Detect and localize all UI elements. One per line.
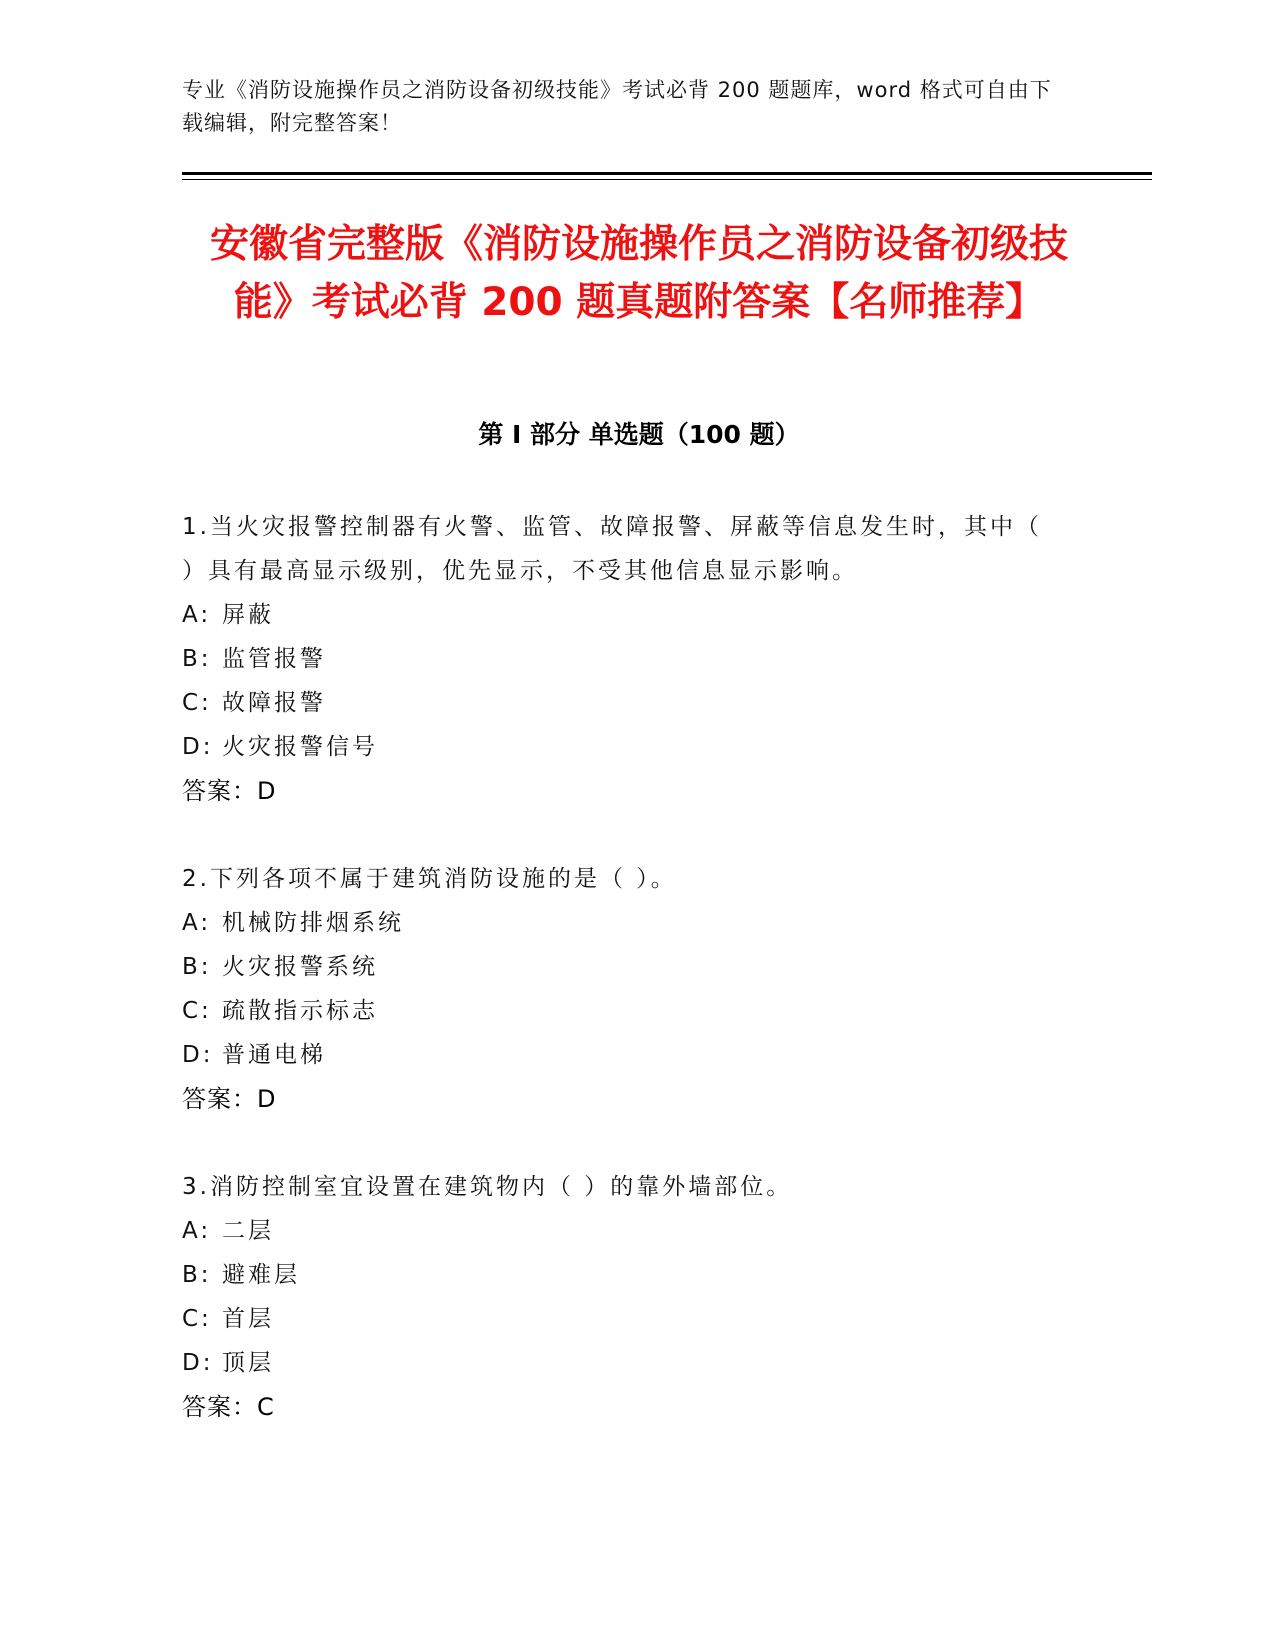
option-c: [182, 989, 1062, 1033]
option-key: C:: [182, 1306, 212, 1332]
header-divider-thin: [182, 179, 1152, 180]
option-text: 屏蔽: [222, 602, 274, 628]
question-stem: 2.下列各项不属于建筑消防设施的是（ ）。: [182, 866, 677, 892]
option-key: D:: [182, 1350, 214, 1376]
question-list: [182, 505, 1062, 1473]
answer-line: 答案：D: [182, 777, 277, 805]
option-key: D:: [182, 734, 214, 760]
option-key: C:: [182, 690, 212, 716]
option-b: [182, 1253, 1062, 1297]
option-a: [182, 1209, 1062, 1253]
option-key: A:: [182, 910, 212, 936]
option-text: 首层: [222, 1306, 274, 1332]
option-a: [182, 901, 1062, 945]
section-heading: 第 I 部分 单选题（100 题）: [478, 420, 800, 449]
option-b: [182, 945, 1062, 989]
option-text: 监管报警: [222, 646, 326, 672]
option-c: [182, 1297, 1062, 1341]
header-divider-thick: [182, 172, 1152, 175]
question-3: [182, 1165, 1062, 1429]
document-title: 安徽省完整版《消防设施操作员之消防设备初级技能》考试必背 200 题真题附答案【名师推荐】: [209, 222, 1068, 325]
question-stem: 3.消防控制室宜设置在建筑物内（ ）的靠外墙部位。: [182, 1174, 793, 1200]
option-key: C:: [182, 998, 212, 1024]
answer-line: 答案：D: [182, 1085, 277, 1113]
option-text: 普通电梯: [222, 1042, 326, 1068]
option-text: 火灾报警系统: [222, 954, 378, 980]
header-note: 专业《消防设施操作员之消防设备初级技能》考试必背 200 题题库，word 格式可自由下载编辑，附完整答案！: [182, 78, 1052, 135]
option-d: [182, 1033, 1062, 1077]
option-text: 二层: [222, 1218, 274, 1244]
option-key: B:: [182, 954, 212, 980]
option-a: [182, 593, 1062, 637]
option-text: 顶层: [222, 1350, 274, 1376]
question-2: [182, 857, 1062, 1121]
option-text: 疏散指示标志: [222, 998, 378, 1024]
option-key: D:: [182, 1042, 214, 1068]
option-b: [182, 637, 1062, 681]
option-key: A:: [182, 1218, 212, 1244]
option-d: [182, 1341, 1062, 1385]
question-1: [182, 505, 1062, 813]
option-text: 火灾报警信号: [222, 734, 378, 760]
option-text: 机械防排烟系统: [222, 910, 404, 936]
question-stem: 1.当火灾报警控制器有火警、监管、故障报警、屏蔽等信息发生时，其中（ ）具有最高显示级别，优先显示，不受其他信息显示影响。: [182, 514, 1042, 584]
option-c: [182, 681, 1062, 725]
option-key: B:: [182, 646, 212, 672]
option-key: A:: [182, 602, 212, 628]
option-text: 故障报警: [222, 690, 326, 716]
option-key: B:: [182, 1262, 212, 1288]
option-text: 避难层: [222, 1262, 300, 1288]
option-d: [182, 725, 1062, 769]
answer-line: 答案：C: [182, 1393, 275, 1421]
